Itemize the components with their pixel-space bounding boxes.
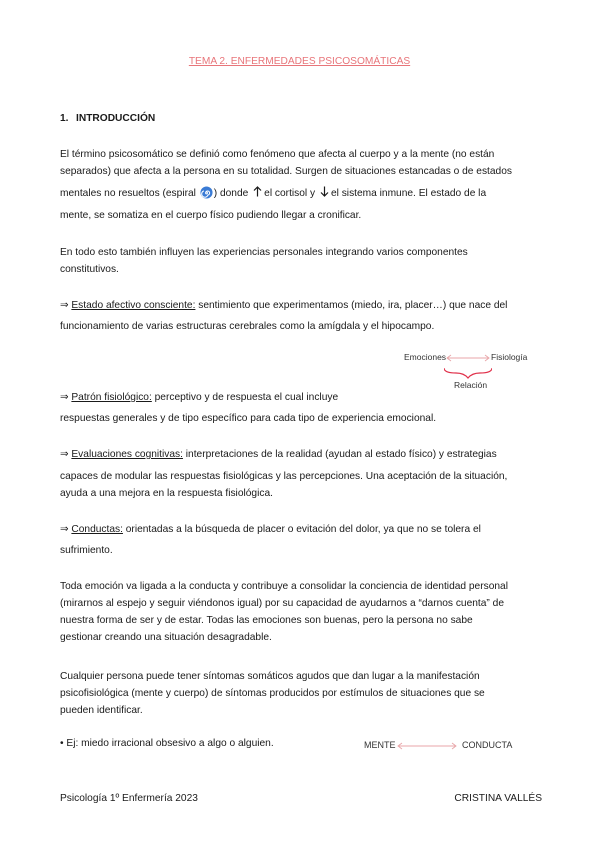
p3-line-3: nuestra forma de ser y de estar. Todas las emociones son buenas, pero la persona no sabe [60,615,473,626]
section-heading [60,113,155,124]
patron-line-1 [60,389,542,406]
conductas-term: Conductas: [71,524,123,535]
item-evaluaciones-cognitivas [60,446,542,502]
diagram-label-relacion: Relación [454,380,488,390]
p4-line-3: pueden identificar. [60,705,143,716]
item-patron-fisiologico [60,389,542,427]
double-arrow-icon: ⇒ [60,524,69,535]
evaluaciones-line-2: capaces de modular las respuestas fisiológicas y las percepciones. Una aceptación de la situación, [60,471,508,482]
example-item: • Ej: miedo irracional obsesivo a algo o alguien. [60,738,274,749]
paragraph-components [60,244,542,278]
intro-line-3c: el cortisol y [264,188,316,199]
double-arrow-icon: ⇒ [60,392,69,403]
intro-line-3a: mentales no resueltos (espiral [60,188,196,199]
evaluaciones-line-1 [60,446,542,463]
estado-line-2: funcionamiento de varias estructuras cerebrales como la amígdala y el hipocampo. [60,321,435,332]
item-estado-afectivo [60,297,542,335]
evaluaciones-rest: interpretaciones de la realidad (ayudan al estado físico) y estrategias [182,449,497,460]
double-arrow-icon: ⇒ [60,300,69,311]
double-arrow-icon: ⇒ [60,449,69,460]
evaluaciones-line-3: ayuda a una mejora en la respuesta fisiológica. [60,488,273,499]
footer-course: Psicología 1º Enfermería 2023 [60,793,198,804]
p3-line-2: (mirarnos al espejo y seguir viéndonos igual) por su capacidad de ayudarnos a “darnos cuenta” de [60,598,504,609]
patron-term: Patrón fisiológico: [71,392,152,403]
paragraph-emotion-identity [60,578,542,646]
p3-line-4: gestionar creando una situación desagradable. [60,632,272,643]
evaluaciones-term: Evaluaciones cognitivas: [71,449,183,460]
section-number: 1. [60,113,69,124]
intro-paragraph [60,146,542,224]
diagram-label-mente: MENTE [364,740,396,750]
section-heading-text: INTRODUCCIÓN [76,113,156,124]
conductas-line-1 [60,521,542,538]
conductas-line-2: sufrimiento. [60,545,113,556]
p4-line-2: psicofisiológica (mente y cuerpo) de síntomas producidos por estímulos de situaciones que se [60,688,485,699]
p3-line-1: Toda emoción va ligada a la conducta y contribuye a consolidar la conciencia de identidad personal [60,581,508,592]
intro-line-2: separados) que afecta a la persona en su totalidad. Surgen de situaciones estancadas o de estados [60,166,512,177]
diagram-label-fisiologia: Fisiología [491,352,528,362]
diagram-arrows [444,354,492,382]
intro-line-3 [60,185,542,205]
arrow-up-icon [253,186,262,203]
p2-line-2: constitutivos. [60,264,119,275]
intro-line-3d: el sistema inmune. El estado de la [330,188,487,199]
page-title: TEMA 2. ENFERMEDADES PSICOSOMÁTICAS [188,56,411,67]
estado-rest: sentimiento que experimentamos (miedo, ira, placer…) que nace del [195,300,508,311]
paragraph-somatic-symptoms [60,668,542,719]
footer-author: CRISTINA VALLÉS [454,793,542,804]
p4-line-1: Cualquier persona puede tener síntomas somáticos agudos que dan lugar a la manifestación [60,671,480,682]
patron-rest: perceptivo y de respuesta el cual incluye [151,392,339,403]
patron-line-2: respuestas generales y de tipo específico para cada tipo de experiencia emocional. [60,413,437,424]
estado-line-1 [60,297,542,314]
spiral-icon [200,186,213,205]
conductas-rest: orientadas a la búsqueda de placer o evitación del dolor, ya que no se tolera el [122,524,481,535]
intro-line-3b: ) donde [213,188,249,199]
intro-line-1: El término psicosomático se definió como fenómeno que afecta al cuerpo y a la mente (no están [60,149,495,160]
diagram-label-conducta: CONDUCTA [462,740,513,750]
double-arrow-icon [396,742,458,750]
estado-term: Estado afectivo consciente: [71,300,196,311]
diagram-label-emociones: Emociones [404,352,447,362]
arrow-down-icon [320,186,329,203]
item-conductas [60,521,542,559]
intro-line-4: mente, se somatiza en el cuerpo físico pudiendo llegar a cronificar. [60,210,362,221]
p2-line-1: En todo esto también influyen las experiencias personales integrando varios componentes [60,247,468,258]
